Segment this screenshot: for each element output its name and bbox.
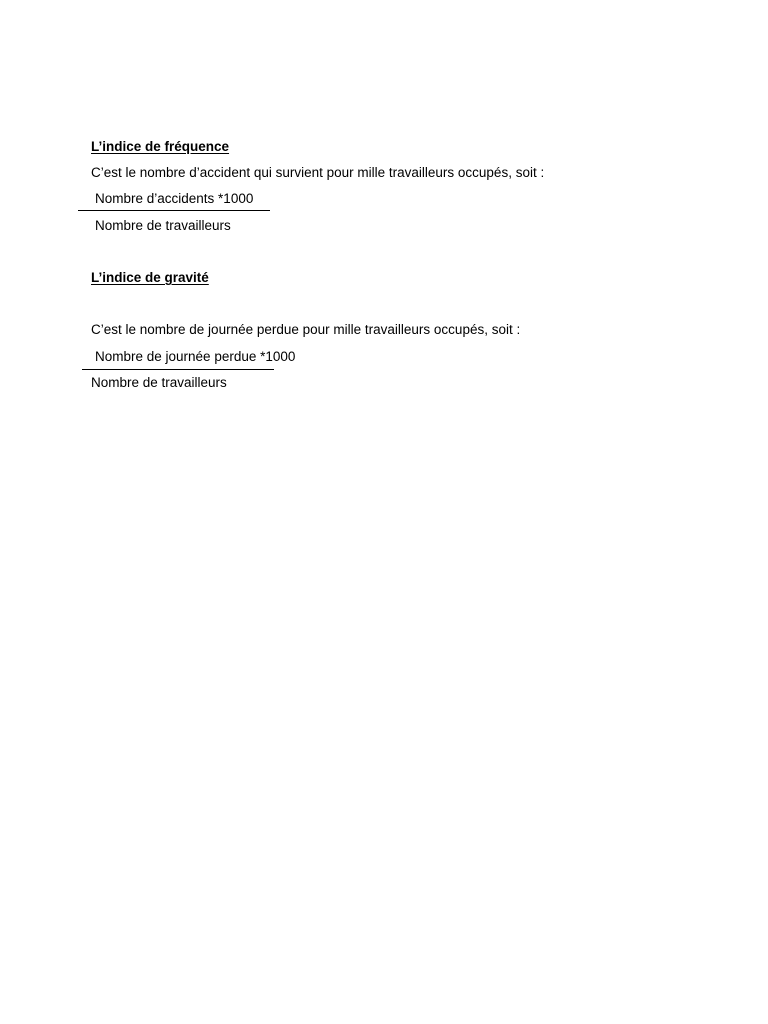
frequency-formula-numerator: Nombre d’accidents *1000 [95, 191, 254, 206]
frequency-index-heading: L’indice de fréquence [91, 139, 230, 154]
frequency-formula-denominator: Nombre de travailleurs [95, 218, 231, 233]
frequency-fraction-bar [78, 210, 270, 211]
frequency-index-definition: C’est le nombre d’accident qui survient pour mille travailleurs occupés, soit : [91, 165, 545, 180]
gravity-formula-denominator: Nombre de travailleurs [91, 375, 227, 390]
gravity-fraction-bar [82, 369, 274, 370]
gravity-index-heading: L’indice de gravité [91, 270, 209, 285]
gravity-formula-numerator: Nombre de journée perdue *1000 [95, 349, 296, 364]
gravity-index-definition: C’est le nombre de journée perdue pour mille travailleurs occupés, soit : [91, 322, 521, 337]
